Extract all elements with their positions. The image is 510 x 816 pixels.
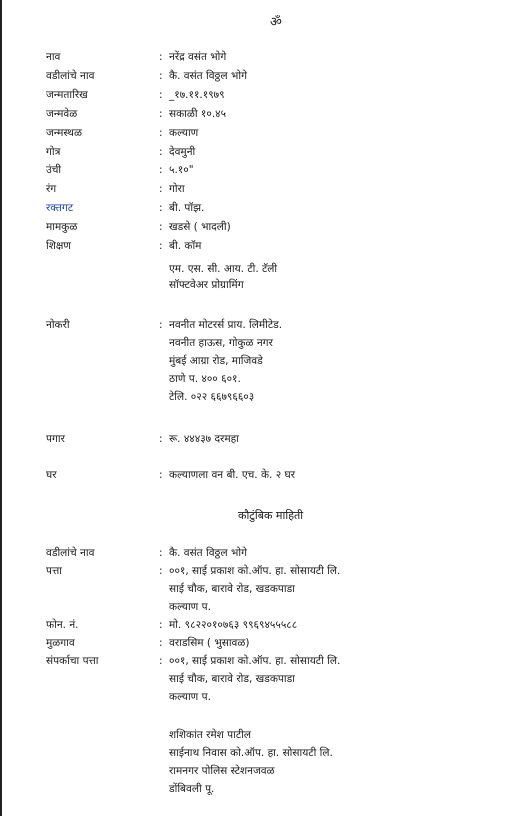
om-symbol: ॐ — [270, 15, 282, 30]
family-address-line-2: साई चौक, बारावे रोड, खडकपाडा — [169, 583, 295, 595]
job-line-3: मुंबई आग्रा रोड, माजिवडे — [169, 355, 263, 367]
house-value: कल्याणला वन बी. एच. के. २ घर — [169, 469, 296, 481]
family-section-title: कौटुंबिक माहिती — [238, 509, 304, 522]
contact2-line-4: डोंबिवली पू. — [169, 783, 215, 795]
job-line-1: नवनीत मोटरर्स प्राय. लिमीटेड. — [169, 319, 283, 331]
family-native-value: वराडसिम ( भुसावळ) — [169, 637, 250, 649]
personal-label: जन्मवेळ — [46, 107, 78, 120]
family-contact-label: संपर्काचा पत्ता — [46, 655, 99, 667]
education-line-2: एम. एस. सी. आय. टी. टॅली — [169, 263, 278, 275]
family-father-label: वडीलांचे नाव — [46, 547, 95, 559]
family-address-line-3: कल्याण प. — [169, 601, 211, 613]
personal-label: मामकुळ — [46, 221, 78, 234]
contact2-line-1: शशिकांत रमेश पाटील — [169, 729, 251, 741]
page-left-border — [0, 0, 2, 816]
job-line-4: ठाणे प. ४०० ६०१. — [169, 373, 241, 385]
personal-label: रक्तगट — [46, 202, 74, 215]
family-native-label: मुळगाव — [46, 637, 75, 649]
family-phone-label: फोन. नं. — [46, 619, 79, 631]
personal-value: खडसे ( भादली) — [169, 221, 231, 234]
salary-value: रू. ४४४३७ दरमहा — [169, 433, 239, 445]
family-contact-line-1: ००१, साई प्रकाश को.ऑप. हा. सोसायटी लि. — [169, 655, 341, 667]
family-address-label: पत्ता — [46, 565, 62, 577]
personal-label: वडीलांचे नाव — [46, 69, 95, 82]
personal-label: नाव — [46, 51, 61, 63]
personal-value: बी. पॉझ. — [169, 202, 205, 215]
family-contact-line-2: साई चौक, बारावे रोड, खडकपाडा — [169, 673, 295, 685]
personal-value: _१७.११.१९७९ — [169, 88, 225, 101]
family-phone-value: मो. ९८२२०१०७६३ ९९६९४५५५८८ — [169, 619, 298, 631]
job-line-5: टेलि. ०२२ ६६७९६६०३ — [169, 391, 255, 403]
personal-value: बी. कॉम — [169, 240, 202, 252]
personal-value: कै. वसंत विठ्ठल भोगे — [169, 69, 248, 82]
personal-value: कल्याण — [169, 126, 199, 139]
personal-label: जन्मतारिख — [46, 88, 88, 101]
contact2-line-2: साईनाथ निवास को.ऑप. हा. सोसायटी लि. — [169, 747, 333, 759]
job-label: नोकरी — [46, 319, 70, 331]
personal-value: गोरा — [169, 183, 185, 196]
job-line-2: नवनीत हाऊस, गोकुळ नगर — [169, 337, 273, 349]
salary-label: पगार — [46, 433, 65, 445]
personal-value: देवमुनी — [169, 145, 196, 158]
family-father-value: कै. वसंत विठ्ठल भोगे — [169, 547, 248, 559]
personal-label: शिक्षण — [46, 240, 71, 252]
personal-label: जन्मस्थळ — [46, 126, 82, 139]
personal-value: ५.१०" — [169, 164, 194, 177]
family-address-line-1: ००१, साई प्रकाश को.ऑप. हा. सोसायटी लि. — [169, 565, 341, 577]
personal-label: रंग — [46, 183, 57, 196]
contact2-line-3: रामनगर पोलिस स्टेशनजवळ — [169, 765, 275, 777]
personal-value: नरेंद्र वसंत भोगे — [169, 51, 227, 63]
house-label: घर — [46, 469, 57, 481]
family-contact-line-3: कल्याण प. — [169, 691, 211, 703]
personal-value: सकाळी १०.४५ — [169, 107, 227, 120]
personal-label: गोत्र — [46, 145, 61, 158]
personal-label: उंची — [46, 164, 62, 177]
education-line-3: सॉफ्टवेअर प्रोग्रामिंग — [169, 279, 244, 291]
